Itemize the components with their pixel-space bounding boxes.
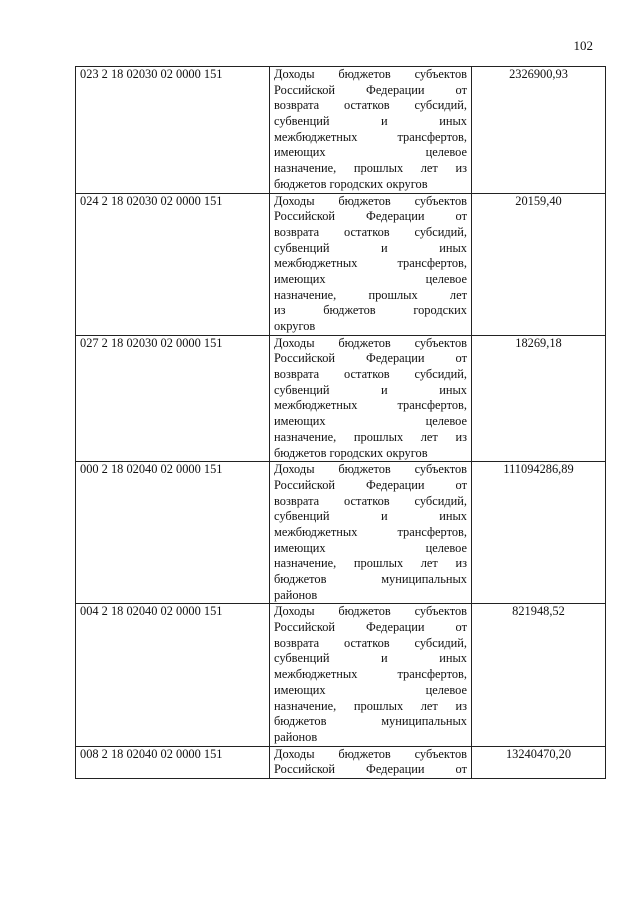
revenue-description [270,193,472,335]
classification-code: 004 2 18 02040 02 0000 151 [76,604,270,746]
description-line: Доходы бюджетов субъектов [274,193,467,208]
description-line: Доходы бюджетов субъектов [274,67,467,81]
revenue-description [270,462,472,604]
revenue-description [270,746,472,778]
amount-rub: 111094286,89 [472,462,606,604]
description-line: назначение, прошлых лет из [274,161,467,176]
description-line: Российской Федерации от [274,209,467,224]
classification-code: 023 2 18 02030 02 0000 151 [76,67,270,194]
description-line: Доходы бюджетов субъектов [274,746,467,761]
revenue-description [270,67,472,194]
description-line: Российской Федерации от [274,762,467,777]
description-line: возврата остатков субсидий, [274,367,467,382]
description-line: Доходы бюджетов субъектов [274,335,467,350]
description-line: округов [274,319,316,333]
description-line: районов [274,729,318,744]
table-row [76,335,606,462]
description-line: возврата остатков субсидий, [274,635,467,650]
table-row [76,604,606,746]
description-line: возврата остатков субсидий, [274,224,467,239]
table-row [76,193,606,335]
description-line: субвенций и иных [274,240,467,255]
description-line: имеющих целевое [274,271,467,286]
description-text [274,67,467,193]
description-line: межбюджетных трансфертов, [274,129,467,144]
table-row [76,462,606,604]
description-line: субвенций и иных [274,382,467,397]
description-line: бюджетов муниципальных [274,572,467,586]
amount-rub: 2326900,93 [472,67,606,194]
description-line: субвенций и иных [274,114,467,129]
revenue-description [270,604,472,746]
description-text [274,604,467,745]
description-line: Доходы бюджетов субъектов [274,604,467,619]
revenue-description [270,335,472,462]
description-text [274,747,467,778]
classification-code: 024 2 18 02030 02 0000 151 [76,193,270,335]
description-line: назначение, прошлых лет из [274,556,467,571]
description-line: субвенций и иных [274,509,467,524]
description-line: возврата остатков субсидий, [274,98,467,113]
description-line: имеющих целевое [274,145,467,160]
description-line: из бюджетов городских [274,303,467,318]
budget-revenue-table [75,66,606,779]
table-row [76,67,606,194]
amount-rub: 821948,52 [472,604,606,746]
amount-rub: 18269,18 [472,335,606,462]
description-line: районов [274,587,318,602]
description-line: Российской Федерации от [274,82,467,97]
description-line: имеющих целевое [274,682,467,697]
description-line: имеющих целевое [274,414,467,429]
description-line: Российской Федерации от [274,477,467,492]
table-body [76,67,606,779]
description-line: субвенций и иных [274,651,467,666]
description-line: межбюджетных трансфертов, [274,398,467,413]
description-line: назначение, прошлых лет [274,287,467,302]
description-text [274,336,467,462]
description-line: назначение, прошлых лет из [274,698,467,713]
page-number: 102 [573,38,593,53]
classification-code: 000 2 18 02040 02 0000 151 [76,462,270,604]
description-line: назначение, прошлых лет из [274,429,467,444]
description-line: Российской Федерации от [274,620,467,635]
table-row [76,746,606,778]
classification-code: 027 2 18 02030 02 0000 151 [76,335,270,462]
description-text [274,194,467,335]
classification-code: 008 2 18 02040 02 0000 151 [76,746,270,778]
description-line: бюджетов городских округов [274,445,428,460]
description-line: имеющих целевое [274,540,467,555]
description-line: межбюджетных трансфертов, [274,667,467,682]
description-line: бюджетов городских округов [274,176,428,191]
description-line: Российской Федерации от [274,351,467,366]
description-line: межбюджетных трансфертов, [274,524,467,539]
description-text [274,462,467,603]
description-line: возврата остатков субсидий, [274,493,467,508]
description-line: бюджетов муниципальных [274,714,467,729]
amount-rub: 13240470,20 [472,746,606,778]
amount-rub: 20159,40 [472,193,606,335]
description-line: межбюджетных трансфертов, [274,256,467,271]
description-line: Доходы бюджетов субъектов [274,462,467,477]
